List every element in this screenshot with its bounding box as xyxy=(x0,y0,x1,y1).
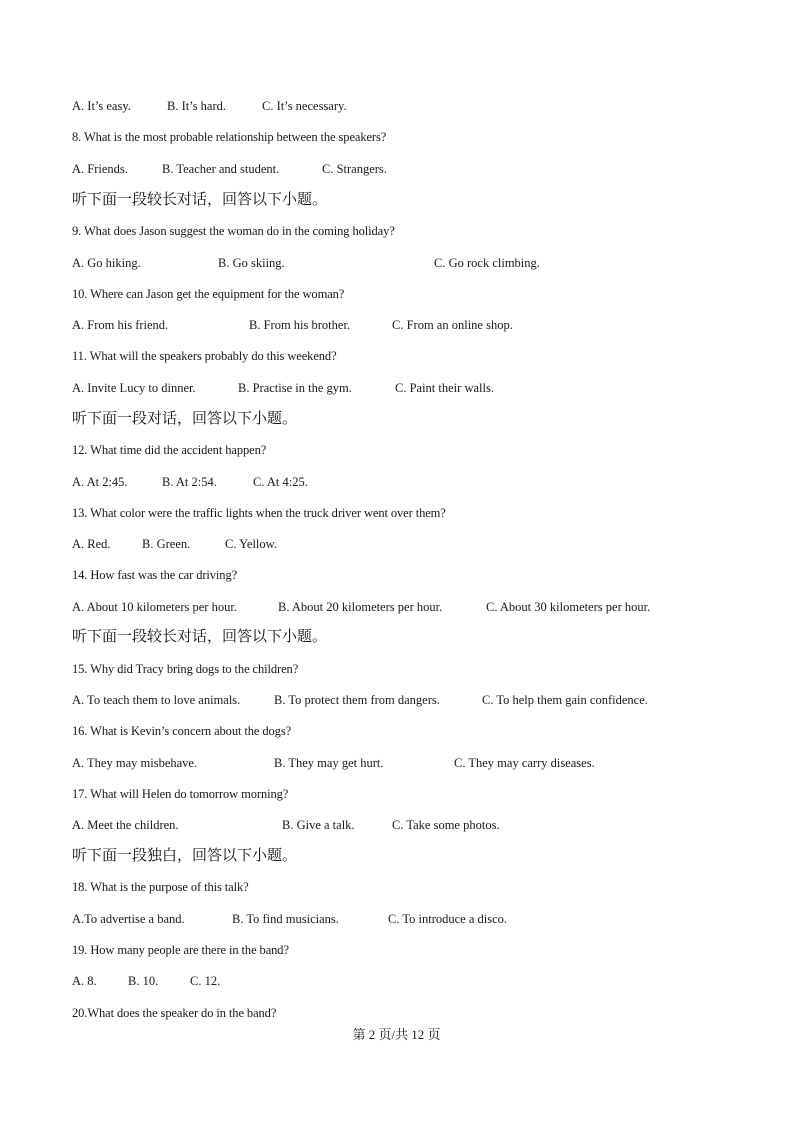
q13-question: 13. What color were the traffic lights when the truck driver went over them? xyxy=(72,506,446,520)
q18-option-a: A.To advertise a band. xyxy=(72,912,185,926)
section-heading-monologue: 听下面一段独白，回答以下小题。 xyxy=(72,846,298,864)
q14-option-b: B. About 20 kilometers per hour. xyxy=(278,600,443,614)
section-heading-dialogue: 听下面一段对话，回答以下小题。 xyxy=(72,409,298,427)
q18-option-c: C. To introduce a disco. xyxy=(388,912,508,926)
q8-option-b: B. Teacher and student. xyxy=(162,162,280,176)
q10-option-b: B. From his brother. xyxy=(249,318,351,332)
q17-option-c: C. Take some photos. xyxy=(392,818,500,832)
q16-question: 16. What is Kevin’s concern about the dogs? xyxy=(72,724,292,738)
q7-option-b: B. It’s hard. xyxy=(167,99,227,113)
q18-option-b: B. To find musicians. xyxy=(232,912,339,926)
q13-option-c: C. Yellow. xyxy=(225,537,277,551)
q15-option-b: B. To protect them from dangers. xyxy=(274,693,440,707)
q14-question: 14. How fast was the car driving? xyxy=(72,568,238,582)
section-heading-long-dialogue-2: 听下面一段较长对话，回答以下小题。 xyxy=(72,627,328,645)
q15-option-a: A. To teach them to love animals. xyxy=(72,693,241,707)
q12-question: 12. What time did the accident happen? xyxy=(72,443,267,457)
q17-option-a: A. Meet the children. xyxy=(72,818,179,832)
q8-question: 8. What is the most probable relationship between the speakers? xyxy=(72,130,387,144)
q19-option-c: C. 12. xyxy=(190,974,221,988)
q14-option-a: A. About 10 kilometers per hour. xyxy=(72,600,237,614)
q19-option-b: B. 10. xyxy=(128,974,159,988)
q9-question: 9. What does Jason suggest the woman do in the coming holiday? xyxy=(72,224,395,238)
q15-question: 15. Why did Tracy bring dogs to the children? xyxy=(72,662,299,676)
q16-option-b: B. They may get hurt. xyxy=(274,756,384,770)
q11-option-a: A. Invite Lucy to dinner. xyxy=(72,381,196,395)
q10-option-a: A. From his friend. xyxy=(72,318,169,332)
q14-option-c: C. About 30 kilometers per hour. xyxy=(486,600,651,614)
q8-option-c: C. Strangers. xyxy=(322,162,387,176)
q7-option-a: A. It’s easy. xyxy=(72,99,131,113)
q19-question: 19. How many people are there in the band? xyxy=(72,943,289,957)
q12-option-c: C. At 4:25. xyxy=(253,475,308,489)
q10-question: 10. Where can Jason get the equipment for the woman? xyxy=(72,287,345,301)
q13-option-b: B. Green. xyxy=(142,537,191,551)
q15-option-c: C. To help them gain confidence. xyxy=(482,693,648,707)
q13-option-a: A. Red. xyxy=(72,537,111,551)
q16-option-c: C. They may carry diseases. xyxy=(454,756,595,770)
q17-question: 17. What will Helen do tomorrow morning? xyxy=(72,787,289,801)
q9-option-a: A. Go hiking. xyxy=(72,256,141,270)
section-heading-long-dialogue-1: 听下面一段较长对话，回答以下小题。 xyxy=(72,190,328,208)
q12-option-a: A. At 2:45. xyxy=(72,475,128,489)
q9-option-b: B. Go skiing. xyxy=(218,256,285,270)
q8-option-a: A. Friends. xyxy=(72,162,128,176)
q11-option-c: C. Paint their walls. xyxy=(395,381,494,395)
q16-option-a: A. They may misbehave. xyxy=(72,756,198,770)
q10-option-c: C. From an online shop. xyxy=(392,318,513,332)
q12-option-b: B. At 2:54. xyxy=(162,475,217,489)
q20-question: 20.What does the speaker do in the band? xyxy=(72,1006,277,1020)
q17-option-b: B. Give a talk. xyxy=(282,818,355,832)
q9-option-c: C. Go rock climbing. xyxy=(434,256,540,270)
q7-option-c: C. It’s necessary. xyxy=(262,99,347,113)
q11-question: 11. What will the speakers probably do this weekend? xyxy=(72,349,337,363)
q18-question: 18. What is the purpose of this talk? xyxy=(72,880,249,894)
q19-option-a: A. 8. xyxy=(72,974,97,988)
q11-option-b: B. Practise in the gym. xyxy=(238,381,352,395)
page-number-footer: 第 2 页/共 12 页 xyxy=(352,1027,441,1042)
